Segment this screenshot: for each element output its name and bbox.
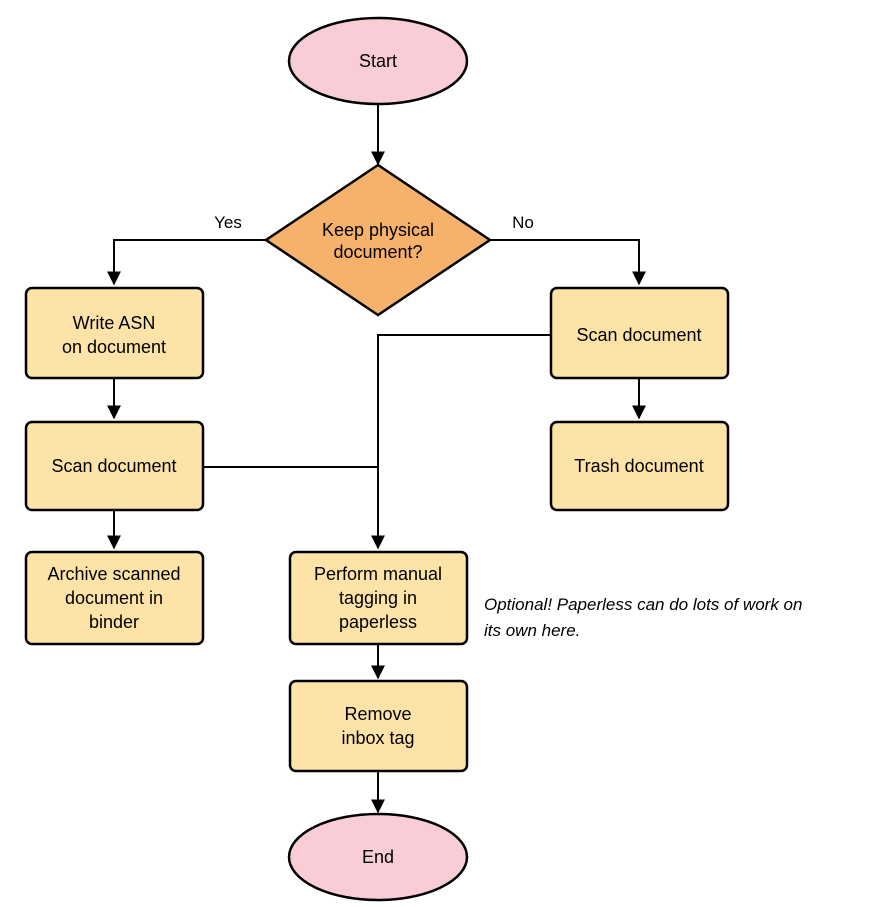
note-line2: its own here.	[484, 621, 581, 640]
node-scan-document-right[interactable]	[551, 288, 728, 378]
node-scan-document-left[interactable]	[26, 422, 203, 510]
node-write-asn[interactable]	[26, 288, 203, 378]
node-remove-inbox-tag[interactable]	[290, 681, 467, 771]
node-perform-manual-tagging[interactable]	[290, 552, 467, 644]
node-decision-label-line1: Keep physical	[321, 219, 435, 240]
edge-decision-to-scan-right	[490, 240, 639, 284]
note-line1: Optional! Paperless can do lots of work on	[484, 595, 803, 614]
node-archive-label-line2: document in	[64, 587, 164, 608]
node-archive-scanned-document[interactable]	[26, 552, 203, 644]
node-start[interactable]	[289, 18, 467, 104]
node-archive-label-line1: Archive scanned	[47, 563, 181, 584]
node-write-asn-label-line1: Write ASN	[72, 312, 156, 333]
node-tagging-label-line2: tagging in	[338, 587, 418, 608]
node-tagging-label-line1: Perform manual	[313, 563, 443, 584]
node-trash-document-label: Trash document	[574, 455, 704, 476]
edge-scan-right-to-tagging	[378, 335, 551, 548]
edge-label-yes: Yes	[214, 213, 242, 232]
node-write-asn-label-line2: on document	[61, 336, 167, 357]
node-archive-label-line3: binder	[88, 611, 140, 632]
node-start-label: Start	[358, 50, 398, 71]
node-tagging-label-line3: paperless	[338, 611, 418, 632]
node-keep-physical-document[interactable]	[266, 165, 490, 315]
node-end-label: End	[361, 846, 395, 867]
node-decision-label-line2: document?	[333, 241, 423, 262]
edge-label-no: No	[512, 213, 534, 232]
node-end[interactable]	[289, 814, 467, 900]
node-trash-document[interactable]	[551, 422, 728, 510]
node-remove-inbox-label-line2: inbox tag	[341, 727, 415, 748]
node-scan-document-left-label: Scan document	[51, 455, 177, 476]
node-remove-inbox-label-line1: Remove	[344, 703, 412, 724]
edge-decision-to-write-asn	[114, 240, 266, 284]
node-scan-document-right-label: Scan document	[576, 324, 702, 345]
